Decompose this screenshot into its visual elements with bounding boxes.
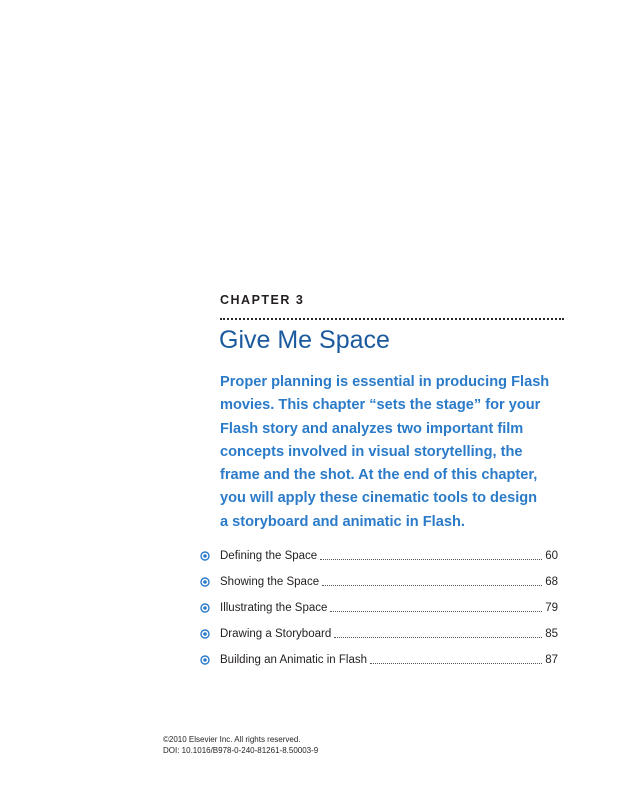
target-circle-icon xyxy=(200,629,210,639)
toc-item-title: Defining the Space xyxy=(220,550,318,562)
toc-item-building-an-animatic[interactable] xyxy=(200,647,558,673)
toc-item-title: Showing the Space xyxy=(220,576,320,588)
toc-item-page: 60 xyxy=(545,550,558,562)
intro-line: Flash story and analyzes two important film xyxy=(220,420,524,437)
toc-item-page: 79 xyxy=(545,602,558,614)
intro-line: Proper planning is essential in producing Flash xyxy=(220,374,550,390)
target-circle-icon xyxy=(200,603,210,613)
intro-line: concepts involved in visual storytelling, the xyxy=(220,443,523,460)
toc-dot-leader xyxy=(334,637,542,638)
toc-dot-leader xyxy=(322,585,542,586)
toc-item-page: 68 xyxy=(545,576,558,588)
toc-item-illustrating-the-space[interactable] xyxy=(200,595,558,621)
table-of-contents xyxy=(200,543,558,673)
chapter-label: CHAPTER 3 xyxy=(220,293,305,307)
toc-item-title: Illustrating the Space xyxy=(220,602,328,614)
toc-item-showing-the-space[interactable] xyxy=(200,569,558,595)
toc-item-page: 85 xyxy=(545,628,558,640)
intro-line: frame and the shot. At the end of this chapter, xyxy=(220,467,538,484)
chapter-intro xyxy=(220,371,550,534)
doi-reference: DOI: 10.1016/B978-0-240-81261-8.50003-9 xyxy=(163,746,319,755)
chapter-divider xyxy=(220,318,564,320)
chapter-title: Give Me Space xyxy=(219,326,390,354)
toc-item-title: Building an Animatic in Flash xyxy=(220,654,368,666)
intro-line: movies. This chapter “sets the stage” for your xyxy=(220,397,541,414)
intro-line: a storyboard and animatic in Flash. xyxy=(220,513,465,530)
toc-item-page: 87 xyxy=(545,654,558,666)
toc-dot-leader xyxy=(320,559,542,560)
intro-line: you will apply these cinematic tools to design xyxy=(220,490,538,507)
target-circle-icon xyxy=(200,577,210,587)
toc-item-defining-the-space[interactable] xyxy=(200,543,558,569)
target-circle-icon xyxy=(200,655,210,665)
toc-item-drawing-a-storyboard[interactable] xyxy=(200,621,558,647)
copyright-notice: ©2010 Elsevier Inc. All rights reserved. xyxy=(163,735,301,744)
toc-dot-leader xyxy=(330,611,542,612)
toc-dot-leader xyxy=(370,663,542,664)
page-footer xyxy=(163,734,318,756)
target-circle-icon xyxy=(200,551,210,561)
toc-item-title: Drawing a Storyboard xyxy=(220,628,332,640)
